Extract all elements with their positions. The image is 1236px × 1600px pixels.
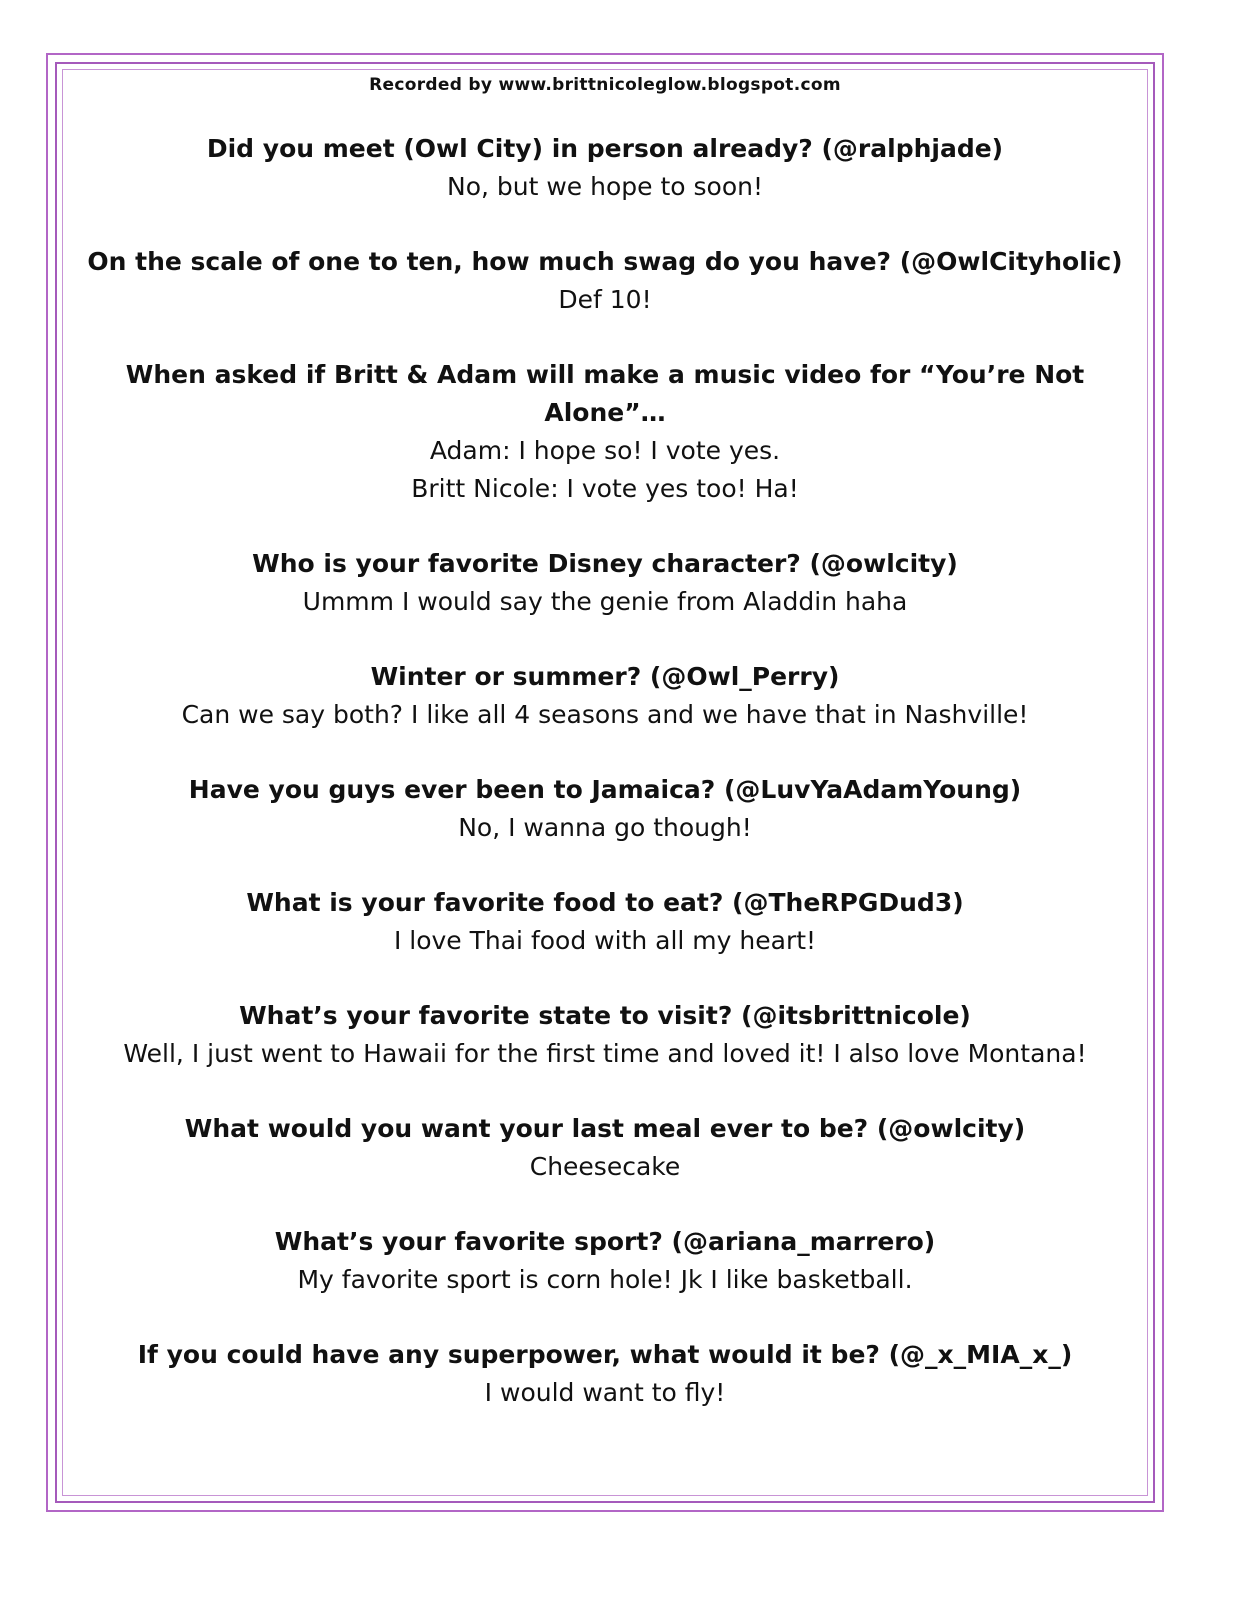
qa-item [70, 130, 1140, 206]
qa-item [70, 997, 1140, 1073]
answer: No, I wanna go though! [458, 813, 752, 842]
answer: Well, I just went to Hawaii for the first time and loved it! I also love Montana! [123, 1039, 1087, 1068]
question: When asked if Britt & Adam will make a music video for “You’re Not Alone”… [125, 360, 1085, 427]
answer: No, but we hope to soon! [447, 172, 763, 201]
answer: My favorite sport is corn hole! Jk I like basketball. [297, 1265, 913, 1294]
answer: I love Thai food with all my heart! [393, 926, 817, 955]
question: What’s your favorite sport? (@ariana_marrero) [274, 1227, 936, 1256]
question: Did you meet (Owl City) in person already? (@ralphjade) [206, 134, 1004, 163]
answer: Britt Nicole: I vote yes too! Ha! [411, 474, 799, 503]
qa-item [70, 1223, 1140, 1299]
question: Have you guys ever been to Jamaica? (@LuvYaAdamYoung) [188, 775, 1022, 804]
document-content [70, 72, 1140, 1449]
credit-line: Recorded by www.brittnicoleglow.blogspot.com [369, 75, 841, 95]
answer: Ummm I would say the genie from Aladdin haha [302, 587, 908, 616]
qa-item [70, 545, 1140, 621]
qa-item [70, 884, 1140, 960]
answer: Cheesecake [529, 1152, 681, 1181]
qa-item [70, 1336, 1140, 1412]
qa-item [70, 1110, 1140, 1186]
answer: Adam: I hope so! I vote yes. [429, 436, 781, 465]
question: If you could have any superpower, what would it be? (@_x_MIA_x_) [137, 1340, 1073, 1369]
qa-item [70, 771, 1140, 847]
qa-item [70, 356, 1140, 508]
answer: I would want to fly! [484, 1378, 726, 1407]
question: Who is your favorite Disney character? (@owlcity) [252, 549, 958, 578]
question: What is your favorite food to eat? (@TheRPGDud3) [246, 888, 964, 917]
question: Winter or summer? (@Owl_Perry) [370, 662, 840, 691]
question: What would you want your last meal ever to be? (@owlcity) [184, 1114, 1026, 1143]
answer: Can we say both? I like all 4 seasons and we have that in Nashville! [181, 700, 1029, 729]
qa-item [70, 658, 1140, 734]
question: What’s your favorite state to visit? (@itsbrittnicole) [239, 1001, 971, 1030]
qa-item [70, 243, 1140, 319]
question: On the scale of one to ten, how much swag do you have? (@OwlCityholic) [87, 247, 1123, 276]
answer: Def 10! [558, 285, 652, 314]
